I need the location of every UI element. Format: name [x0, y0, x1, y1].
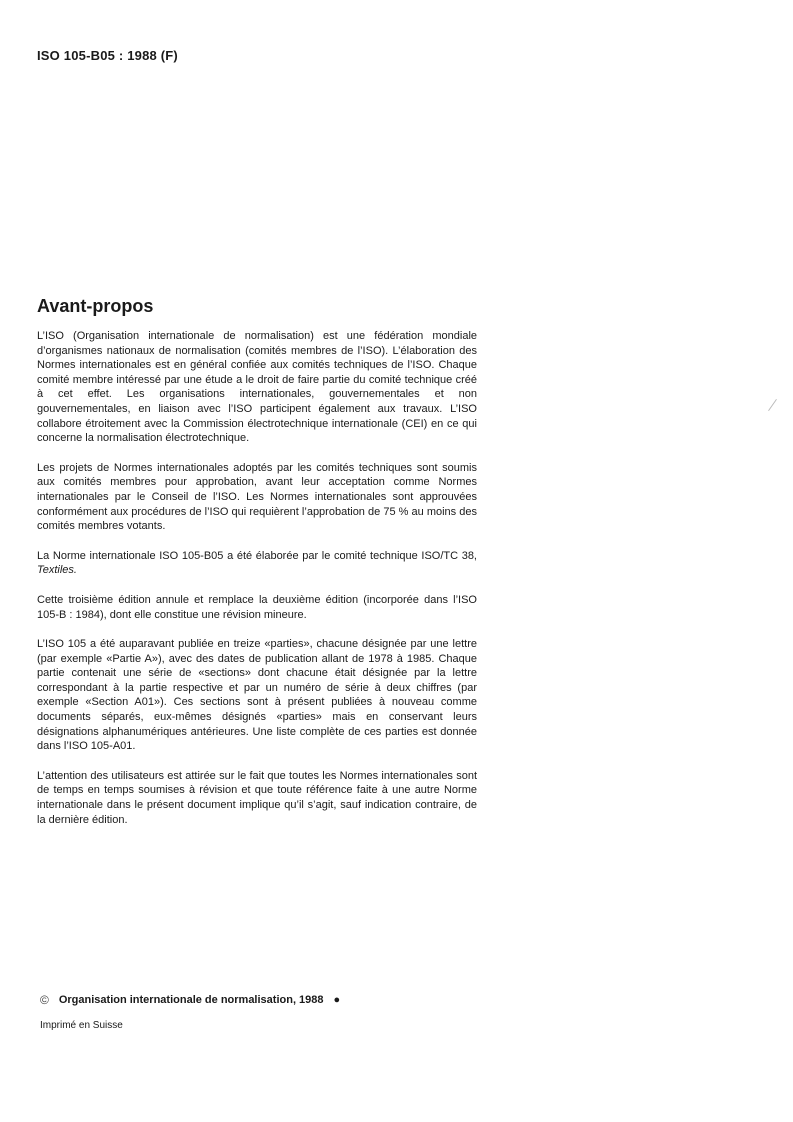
paragraph-edition: Cette troisième édition annule et remplace la deuxième édition (incorporée dans l’ISO 105-B : 1984), dont elle constitue une révision mineure.	[37, 593, 477, 621]
copyright-icon: ©	[40, 993, 49, 1007]
printed-in: Imprimé en Suisse	[40, 1020, 123, 1031]
paragraph-revision-notice: L’attention des utilisateurs est attirée sur le fait que toutes les Normes internationales sont de temps en temps soumises à révision et que toute référence faite à une autre Norme internationale dans le présent document implique qu’il s’agit, sauf indication contraire, de la dernière édition.	[37, 769, 477, 826]
paragraph-committee-text: La Norme internationale ISO 105-B05 a été élaborée par le comité technique ISO/TC 38,	[37, 549, 477, 562]
bullet-icon: ●	[333, 994, 341, 1006]
section-title: Avant-propos	[37, 296, 154, 316]
paragraph-draft-approval: Les projets de Normes internationales adoptés par les comités techniques sont soumis aux comités membres pour approbation, avant leur acceptation comme Normes internationales par le Conseil de l’ISO. Les Normes internationales sont approuvées conformément aux procédures de l’ISO qui requièrent l’approbation de 75 % au moins des comités membres votants.	[37, 461, 477, 533]
committee-title: Textiles.	[37, 564, 77, 577]
scan-mark	[768, 399, 777, 411]
copyright-text: Organisation internationale de normalisation, 1988	[58, 994, 324, 1006]
paragraph-committee	[37, 549, 477, 578]
document-id: ISO 105-B05 : 1988 (F)	[37, 48, 178, 63]
paragraph-history: L’ISO 105 a été auparavant publiée en treize «parties», chacune désignée par une lettre (par exemple «Partie A»), avec des dates de publication allant de 1978 à 1985. Chaque partie contenait une série de «sections» dont chacune était désignée par la lettre correspondant à la partie respective et par un numéro de série à deux chiffres (par exemple «Section A01»). Ces sections sont à présent publiées à nouveau comme documents séparés, eux-mêmes désignés «parties» mais en conservant leurs désignations alphanumériques antérieures. Une liste complète de ces parties est donnée dans l’ISO 105-A01.	[37, 638, 477, 753]
paragraph-iso-organisation: L’ISO (Organisation internationale de normalisation) est une fédération mondiale d’organismes nationaux de normalisation (comités membres de l’ISO). L’élaboration des Normes internationales est en général confiée aux comités techniques de l’ISO. Chaque comité membre intéressé par une étude a le droit de faire partie du comité technique créé à cet effet. Les organisations internationales, gouvernementales et non gouvernementales, en liaison avec l’ISO participent également aux travaux. L’ISO collabore étroitement avec la Commission électrotechnique internationale (CEI) en ce qui concerne la normalisation électrotechnique.	[37, 330, 477, 445]
copyright-line	[40, 993, 340, 1007]
foreword-body	[37, 329, 477, 842]
